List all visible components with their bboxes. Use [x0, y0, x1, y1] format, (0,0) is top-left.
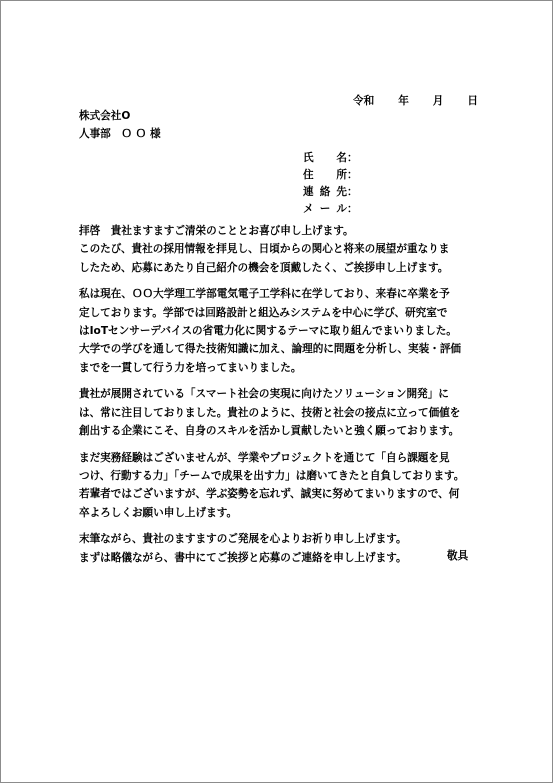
recipient-block: [79, 107, 161, 143]
sender-email-row: [303, 201, 358, 218]
body-line: 貴社が展開されている「スマート社会の実現に向けたソリューション開発」に: [79, 388, 449, 401]
sender-address-label: 住所: [303, 169, 347, 181]
date-line: [353, 92, 478, 110]
sender-address-colon: ：: [347, 169, 358, 181]
recipient-department: 人事部 Ｏ Ｏ 様: [79, 128, 161, 140]
date-year: 年: [398, 95, 409, 107]
body-line: 創出する企業にこそ、自身のスキルを活かし貢献したいと強く願っております。: [79, 424, 460, 437]
recipient-company: 株式会社O: [79, 110, 131, 122]
body-line: 卒よろしくお願い申し上げます。: [79, 506, 238, 519]
sender-email-colon: ：: [347, 203, 358, 215]
sender-contact-row: [303, 184, 358, 201]
body-line: 若輩者ではございますが、学ぶ姿勢を忘れず、誠実に努めてまいりますので、何: [79, 488, 460, 501]
body-line: まだ実務経験はございませんが、学業やプロジェクトを通じて「自ら課題を見: [79, 451, 450, 464]
sender-name-row: [303, 150, 358, 167]
sender-block: [303, 150, 358, 218]
sender-address-row: [303, 167, 358, 184]
sender-contact-colon: ：: [347, 186, 358, 198]
body-line: 拝啓 貴社ますますご清栄のこととお喜び申し上げます。: [79, 225, 354, 237]
body-line: 大学での学びを通して得た技術知識に加え、論理的に問題を分析し、実装・評価: [79, 343, 462, 356]
body-line: 私は現在、ＯＯ大学理工学部電気電子工学科に在学しており、来春に卒業を予: [79, 288, 450, 301]
letter-body: [79, 222, 477, 576]
date-month: 月: [432, 95, 444, 107]
body-line: このたび、貴社の採用情報を拝見し、日頃からの関心と将来の展望が重なりま: [79, 243, 450, 256]
sender-name-colon: ：: [347, 152, 358, 164]
paragraph-closing-remarks: [79, 530, 477, 567]
sender-name-label: 氏名: [303, 152, 347, 164]
body-line: は、常に注目しておりました。貴社のように、技術と社会の接点に立って価値を: [79, 406, 461, 419]
paragraph-self-intro: [79, 285, 477, 376]
date-era: 令和: [353, 95, 375, 107]
closing-word: 敬具: [447, 550, 469, 562]
body-line: つけ、行動する力」「チームで成果を出す力」は磨いてきたと自負しております。: [79, 470, 465, 483]
date-day: 日: [467, 95, 478, 107]
paragraph-strengths: [79, 449, 477, 522]
body-line: したため、応募にあたり自己紹介の機会を頂戴したく、ご挨拶申し上げます。: [79, 261, 449, 274]
sender-contact-label: 連絡先: [303, 186, 347, 198]
body-line: はIoTセンサーデバイスの省電力化に関するテーマに取り組んでまいりました。: [79, 324, 457, 337]
body-line: までを一貫して行う力を培ってまいりました。: [79, 361, 302, 374]
body-line: 末筆ながら、貴社のますますのご発展を心よりお祈り申し上げます。: [79, 533, 407, 546]
body-line: まずは略儀ながら、書中にてご挨拶と応募のご連絡を申し上げます。: [79, 551, 407, 564]
paragraph-motivation: [79, 385, 477, 440]
paragraph-greeting: [79, 222, 477, 277]
sender-email-label: メール: [303, 203, 347, 215]
body-line: 定しております。学部では回路設計と組込みシステムを中心に学び、研究室で: [79, 306, 448, 319]
